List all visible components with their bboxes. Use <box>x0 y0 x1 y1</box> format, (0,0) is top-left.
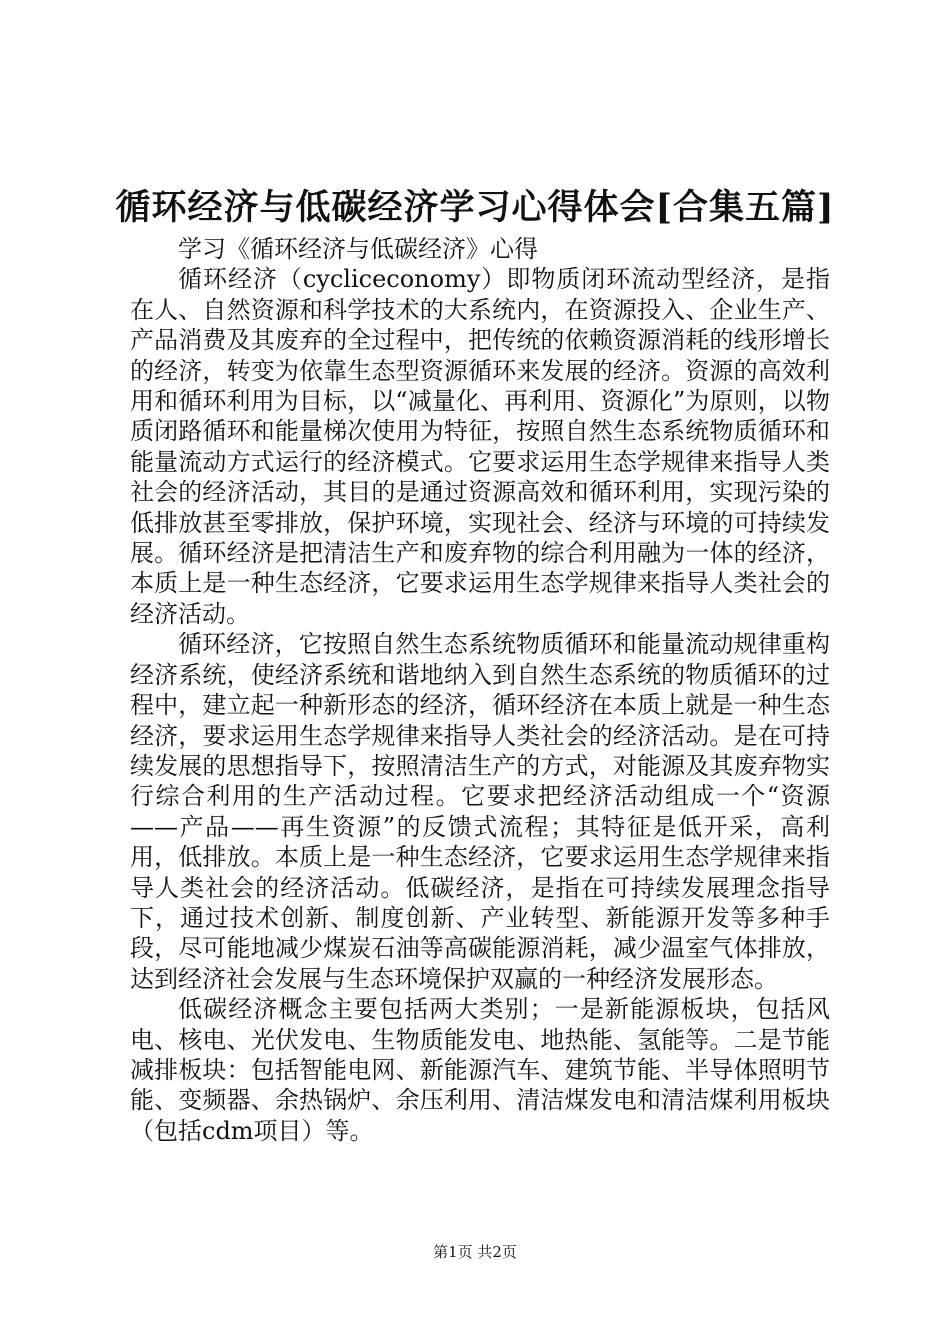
document-subtitle: 学习《循环经济与低碳经济》心得 <box>178 235 538 263</box>
document-title: 循环经济与低碳经济学习心得体会[合集五篇] <box>115 187 835 228</box>
paragraph-1: 循环经济（cycliceconomy）即物质闭环流动型经济，是指在人、自然资源和科学技术的大系统内，在资源投入、企业生产、产品消费及其废弃的全过程中，把传统的依赖资源消耗的线形增长的经济，转变为依靠生态型资源循环来发展的经济。资源的高效利用和循环利用为目标，以“减量化、再利用、资源化”为原则，以物质闭路循环和能量梯次使用为特征，按照自然生态系统物质循环和能量流动方式运行的经济模式。它要求运用生态学规律来指导人类社会的经济活动，其目的是通过资源高效和循环利用，实现污染的低排放甚至零排放，保护环境，实现社会、经济与环境的可持续发展。循环经济是把清洁生产和废弃物的综合利用融为一体的经济，本质上是一种生态经济，它要求运用生态学规律来指导人类社会的经济活动。 <box>130 265 830 628</box>
page-footer: 第1页 共2页 <box>433 1243 517 1261</box>
document-body <box>130 234 830 1146</box>
paragraph-2: 循环经济，它按照自然生态系统物质循环和能量流动规律重构经济系统，使经济系统和谐地纳入到自然生态系统的物质循环的过程中，建立起一种新形态的经济，循环经济在本质上就是一种生态经济，要求运用生态学规律来指导人类社会的经济活动。是在可持续发展的思想指导下，按照清洁生产的方式，对能源及其废弃物实行综合利用的生产活动过程。它要求把经济活动组成一个“资源——产品——再生资源”的反馈式流程；其特征是低开采，高利用，低排放。本质上是一种生态经济，它要求运用生态学规律来指导人类社会的经济活动。低碳经济，是指在可持续发展理念指导下，通过技术创新、制度创新、产业转型、新能源开发等多种手段，尽可能地减少煤炭石油等高碳能源消耗，减少温室气体排放，达到经济社会发展与生态环境保护双赢的一种经济发展形态。 <box>130 630 830 993</box>
paragraph-3: 低碳经济概念主要包括两大类别；一是新能源板块，包括风电、核电、光伏发电、生物质能发电、地热能、氢能等。二是节能减排板块：包括智能电网、新能源汽车、建筑节能、半导体照明节能、变频器、余热锅炉、余压利用、清洁煤发电和清洁煤利用板块（包括cdm项目）等。 <box>130 995 830 1145</box>
